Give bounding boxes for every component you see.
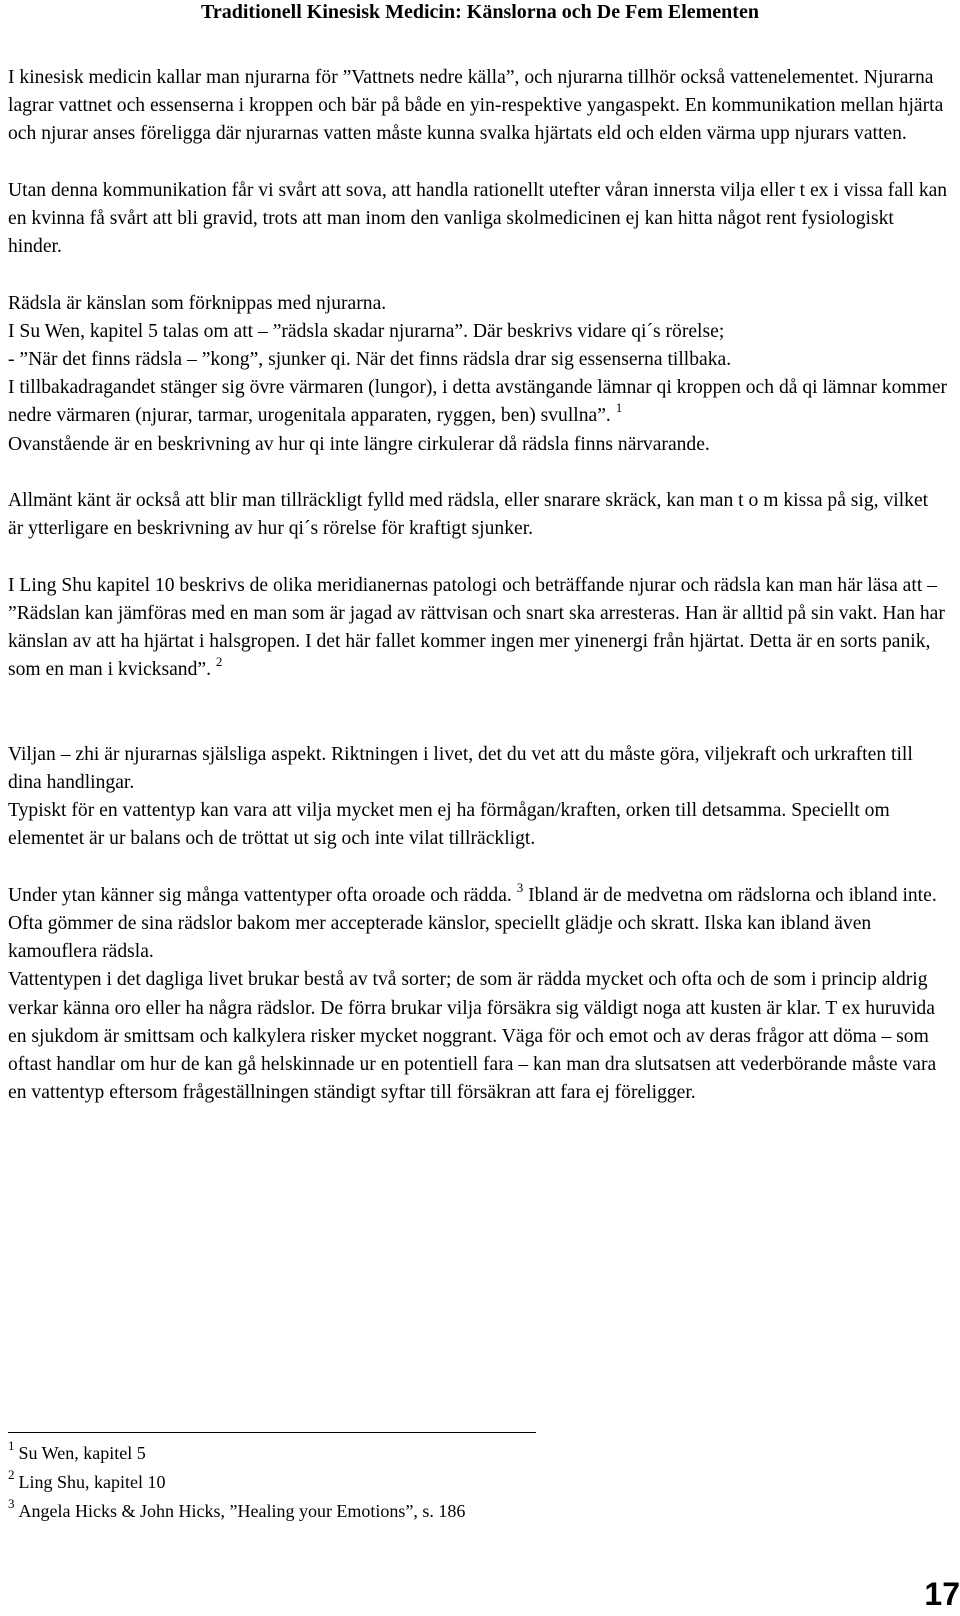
- footnotes: [8, 1439, 908, 1526]
- paragraph-ling-shu: [8, 572, 948, 685]
- paragraph-ling-shu-text: I Ling Shu kapitel 10 beskrivs de olika meridianernas patologi och beträffande njurar och rädsla kan man här läsa att – ”Rädslan kan jämföras med en man som är jagad av rättvisan och snart ska arresteras. Han är alltid på sin vakt. Han har känslan av att ha hjärtat i halsgropen. I det här fallet kommer ingen mer yinenergi från hjärtat. Detta är en sorts panik, som en man i kvicksand”.: [8, 574, 945, 681]
- footnote-ref-1: 1: [615, 400, 623, 416]
- page-number: 17: [924, 1576, 960, 1612]
- paragraph-daily-life: Vattentypen i det dagliga livet brukar bestå av två sorter; de som är rädda mycket och ofta och de som i princip aldrig verkar känna oro eller ha några rädslor. De förra brukar vilja försäkra sig väldigt noga att kusten är klar. T ex huruvida en sjukdom är smittsam och kalkylera risker mycket noggrant. Väga för och emot och av deras frågor att döma – som oftast handlar om hur de kan gå helskinnade ur en potentiell fara – kan man dra slutsatsen att vederbörande måste vara en vattentyp eftersom frågeställningen ständigt syftar till försäkran att fara ej föreligger.: [8, 969, 937, 1104]
- paragraph-under-surface: [8, 879, 948, 967]
- footnote-text: Angela Hicks & John Hicks, ”Healing your Emotions”, s. 186: [18, 1501, 466, 1521]
- paragraph-communication: Utan denna kommunikation får vi svårt att sova, att handla rationellt utefter våran innersta vilja eller t ex i vissa fall kan en kvinna få svårt att bli gravid, trots att man inom den vanliga skolmedicinen ej kan hitta något rent fysiologiskt hinder.: [8, 179, 948, 258]
- footnote-divider: [8, 1432, 536, 1433]
- paragraph-will: Viljan – zhi är njurarnas själsliga aspekt. Riktningen i livet, det du vet att du måste göra, viljekraft och urkraften till dina handlingar.: [8, 743, 913, 793]
- paragraph-terror: Allmänt känt är också att blir man tillräckligt fylld med rädsla, eller snarare skräck, kan man t o m kissa på sig, vilket är ytterligare en beskrivning av hur qi´s rörelse för kraftigt sjunker.: [8, 490, 929, 540]
- paragraph-upper-burner: [8, 374, 948, 430]
- paragraph-qi-description: Ovanstående är en beskrivning av hur qi inte längre cirkulerar då rädsla finns närvarande.: [8, 433, 710, 455]
- page-header: Traditionell Kinesisk Medicin: Känslorna och De Fem Elementen: [201, 1, 759, 23]
- footnote-text: Ling Shu, kapitel 10: [18, 1472, 166, 1492]
- paragraph-kidneys-water: I kinesisk medicin kallar man njurarna för ”Vattnets nedre källa”, och njurarna tillhör också vattenelementet. Njurarna lagrar vattnet och essenserna i kroppen och bär på både en yin-respektive yangaspekt. En kommunikation mellan hjärta och njurar anses föreligga där njurarnas vatten måste kunna svalka hjärtats eld och elden värma upp njurars vatten.: [8, 67, 944, 145]
- paragraph-water-type: Typiskt för en vattentyp kan vara att vilja mycket men ej ha förmågan/kraften, orken till detsamma. Speciellt om elementet är ur balans och de tröttat ut sig och inte vilat tillräckligt.: [8, 800, 890, 850]
- footnote-item: 1 Su Wen, kapitel 5: [8, 1438, 146, 1463]
- paragraph-under-surface-text-a: Under ytan känner sig många vattentyper ofta oroade och rädda.: [8, 884, 512, 906]
- body-text: [8, 64, 948, 1107]
- footnote-ref-2: 2: [215, 654, 223, 670]
- paragraph-upper-burner-text: I tillbakadragandet stänger sig övre värmaren (lungor), i detta avstängande lämnar qi kroppen och då qi lämnar kommer nedre värmaren (njurar, tarmar, urogenitala apparaten, ryggen, ben) svullna”.: [8, 377, 948, 427]
- paragraph-su-wen: I Su Wen, kapitel 5 talas om att – ”rädsla skadar njurarna”. Där beskrivs vidare qi´s rörelse;: [8, 320, 725, 342]
- footnote-ref-3: 3: [516, 879, 524, 895]
- footnote-item: 2 Ling Shu, kapitel 10: [8, 1467, 166, 1492]
- footnote-text: Su Wen, kapitel 5: [18, 1443, 146, 1463]
- paragraph-fear-emotion: Rädsla är känslan som förknippas med njurarna.: [8, 292, 387, 314]
- paragraph-under-surface-text-b: Ibland är de medvetna om rädslorna och ibland inte. Ofta gömmer de sina rädslor bakom mer accepterade känslor, speciellt glädje och skratt. Ilska kan ibland även kamouflera rädsla.: [8, 884, 937, 963]
- footnote-item: 3 Angela Hicks & John Hicks, ”Healing your Emotions”, s. 186: [8, 1496, 466, 1521]
- paragraph-qi-sinks: - ”När det finns rädsla – ”kong”, sjunker qi. När det finns rädsla drar sig essenserna tillbaka.: [8, 349, 732, 370]
